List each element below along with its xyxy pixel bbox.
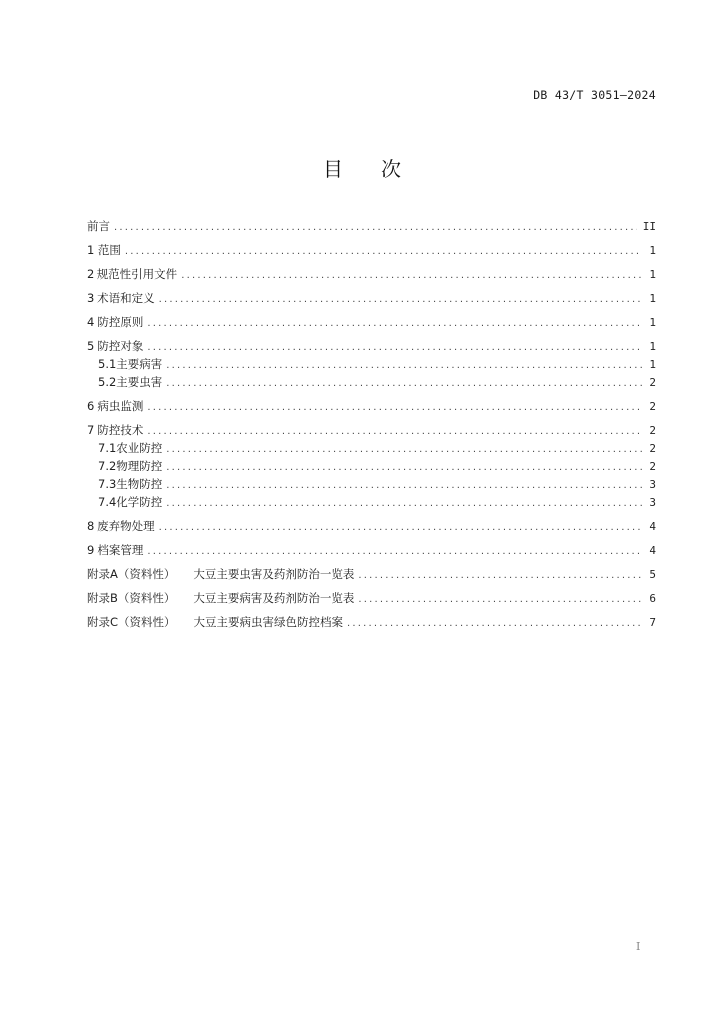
toc-entry-6[interactable] (87, 397, 656, 415)
toc-number: 5 (87, 339, 95, 353)
appendix-title: 大豆主要病虫害绿色防控档案 (193, 615, 344, 629)
dot-leader (159, 519, 642, 537)
toc-page-number: 6 (649, 592, 656, 605)
toc-number: 7.3 (98, 477, 117, 491)
toc-page-number: 1 (649, 244, 656, 257)
dot-leader (358, 591, 642, 609)
toc-entry-foreword[interactable] (87, 217, 656, 235)
toc-page-number: 4 (649, 520, 656, 533)
footer-page-number: I (636, 940, 641, 953)
toc-entry-7-1[interactable] (87, 439, 656, 457)
toc-entry-7-4[interactable] (87, 493, 656, 511)
toc-number: 7.1 (98, 441, 117, 455)
appendix-title: 大豆主要病害及药剂防治一览表 (193, 591, 355, 605)
toc-entry-9[interactable] (87, 541, 656, 559)
toc-label: 化学防控 (116, 495, 163, 509)
toc-label: 规范性引用文件 (96, 267, 178, 281)
toc-page-number: 7 (649, 616, 656, 629)
toc-page-number: 2 (649, 460, 656, 473)
toc-entry-5-1[interactable] (87, 355, 656, 373)
toc-label: 病虫监测 (97, 399, 144, 413)
toc-entry-3[interactable] (87, 289, 656, 307)
toc-number: 2 (87, 267, 95, 281)
toc-page-number: 2 (649, 376, 656, 389)
toc-number: 4 (87, 315, 95, 329)
appendix-label: 附录A（资料性） (87, 567, 176, 581)
toc-entry-2[interactable] (87, 265, 656, 283)
toc-label: 术语和定义 (97, 291, 155, 305)
toc-page-number: 2 (649, 400, 656, 413)
toc-page-number: 1 (649, 358, 656, 371)
toc-label: 档案管理 (97, 543, 144, 557)
appendix-label: 附录C（资料性） (87, 615, 176, 629)
toc-entry-7-2[interactable] (87, 457, 656, 475)
toc-label: 农业防控 (116, 441, 163, 455)
toc-entry-7[interactable] (87, 421, 656, 439)
toc-label: 物理防控 (116, 459, 163, 473)
toc-label: 主要病害 (116, 357, 163, 371)
toc-label: 生物防控 (116, 477, 163, 491)
toc-page-number: 5 (649, 568, 656, 581)
toc-label: 防控技术 (97, 423, 144, 437)
toc-entry-5[interactable] (87, 337, 656, 355)
dot-leader (181, 267, 642, 285)
page-title (0, 153, 724, 182)
toc-page-number: 1 (649, 316, 656, 329)
toc-label: 防控原则 (97, 315, 144, 329)
dot-leader (166, 375, 642, 393)
toc-entry-appendix-c[interactable] (87, 613, 656, 631)
document-code: DB 43/T 3051—2024 (533, 88, 656, 102)
toc-number: 1 (87, 243, 95, 257)
toc-entry-appendix-b[interactable] (87, 589, 656, 607)
toc-page-number: 1 (649, 268, 656, 281)
toc-page-number: 1 (649, 292, 656, 305)
dot-leader (147, 315, 642, 333)
dot-leader (114, 219, 637, 237)
appendix-label: 附录B（资料性） (87, 591, 176, 605)
toc-number: 7 (87, 423, 95, 437)
toc-label: 主要虫害 (116, 375, 163, 389)
dot-leader (166, 495, 642, 513)
toc-page-number: 4 (649, 544, 656, 557)
toc-number: 7.4 (98, 495, 117, 509)
toc-page-number: II (642, 220, 656, 233)
dot-leader (159, 291, 642, 309)
toc-number: 9 (87, 543, 95, 557)
toc-label: 废弃物处理 (97, 519, 155, 533)
toc-page-number: 2 (649, 442, 656, 455)
dot-leader (347, 615, 642, 633)
toc-entry-7-3[interactable] (87, 475, 656, 493)
title-char-1: 目 (323, 157, 343, 181)
toc-page-number: 3 (649, 496, 656, 509)
toc-label: 范围 (97, 243, 121, 257)
appendix-title: 大豆主要虫害及药剂防治一览表 (193, 567, 355, 581)
dot-leader (358, 567, 642, 585)
toc-number: 6 (87, 399, 95, 413)
toc-number: 7.2 (98, 459, 117, 473)
toc-number: 5.2 (98, 375, 117, 389)
toc-number: 3 (87, 291, 95, 305)
toc-entry-appendix-a[interactable] (87, 565, 656, 583)
toc-number: 8 (87, 519, 95, 533)
dot-leader (125, 243, 642, 261)
toc-entry-1[interactable] (87, 241, 656, 259)
dot-leader (147, 399, 642, 417)
toc-entry-4[interactable] (87, 313, 656, 331)
toc-entry-8[interactable] (87, 517, 656, 535)
toc-page-number: 2 (649, 424, 656, 437)
toc-number: 5.1 (98, 357, 117, 371)
toc-page-number: 3 (649, 478, 656, 491)
dot-leader (147, 543, 642, 561)
title-char-2: 次 (381, 157, 401, 181)
table-of-contents (87, 217, 656, 631)
toc-label: 防控对象 (97, 339, 144, 353)
toc-page-number: 1 (649, 340, 656, 353)
toc-entry-5-2[interactable] (87, 373, 656, 391)
toc-label: 前言 (87, 219, 110, 233)
